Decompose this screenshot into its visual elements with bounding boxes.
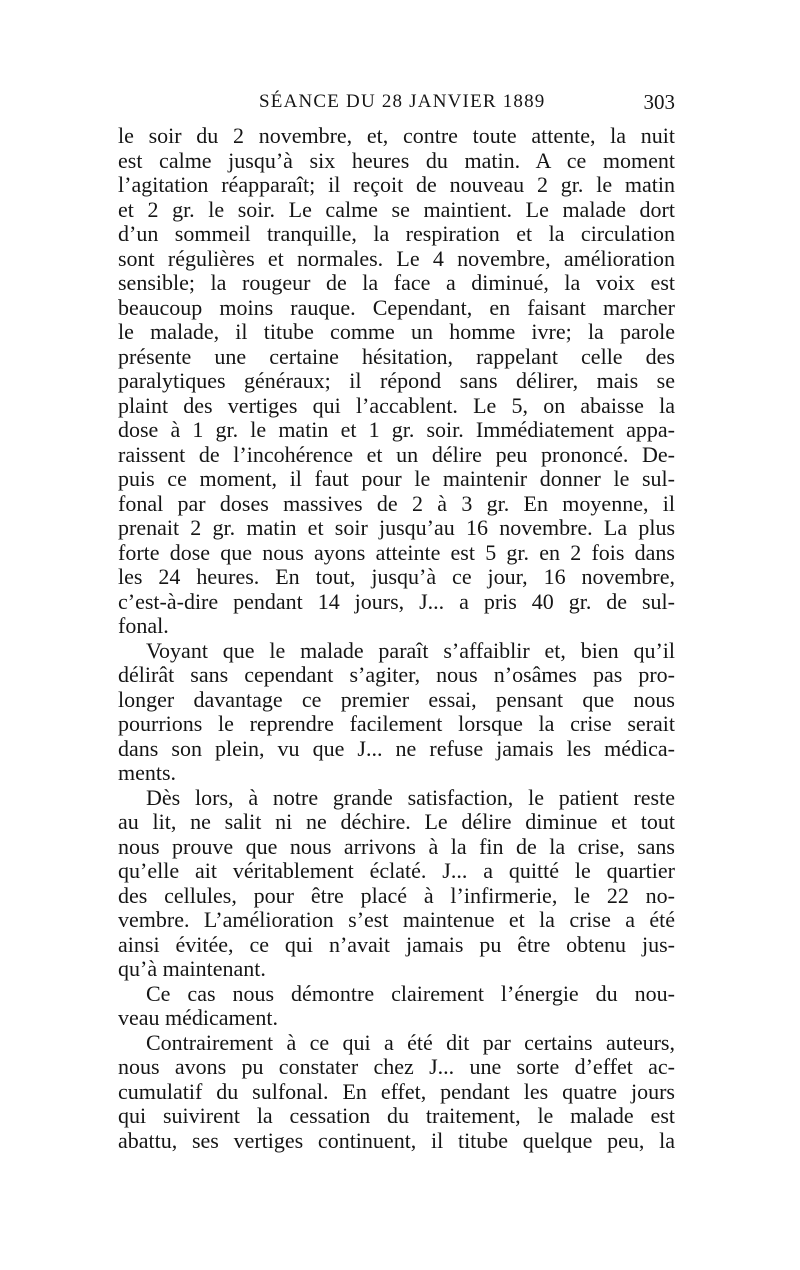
text-line: dans son plein, vu que J... ne refuse jamais les médica- xyxy=(118,735,675,761)
text-line: dose à 1 gr. le matin et 1 gr. soir. Immédiatement appa- xyxy=(118,417,675,442)
text-line: nous avons pu constater chez J... une sorte d’effet ac- xyxy=(118,1054,675,1079)
text-line: plaint des vertiges qui l’accablent. Le 5, on abaisse la xyxy=(118,392,675,418)
text-line: Contrairement à ce qui a été dit par certains auteurs, xyxy=(146,1029,675,1055)
text-line: délirât sans cependant s’agiter, nous n’osâmes pas pro- xyxy=(118,662,675,687)
text-line: Voyant que le malade paraît s’affaiblir et, bien qu’il xyxy=(146,637,675,663)
page-header xyxy=(118,90,675,116)
text-line: longer davantage ce premier essai, pensant que nous xyxy=(118,686,675,712)
page-number: 303 xyxy=(643,90,675,114)
text-line: est calme jusqu’à six heures du matin. A ce moment xyxy=(118,147,675,173)
text-line: présente une certaine hésitation, rappelant celle des xyxy=(118,343,675,369)
text-line: beaucoup moins rauque. Cependant, en faisant marcher xyxy=(118,294,675,320)
text-line: forte dose que nous ayons atteinte est 5 gr. en 2 fois dans xyxy=(118,539,675,565)
text-line: sont régulières et normales. Le 4 novembre, amélioration xyxy=(118,245,675,271)
text-line: le soir du 2 novembre, et, contre toute attente, la nuit xyxy=(118,123,675,148)
text-line: Dès lors, à notre grande satisfaction, le patient reste xyxy=(146,784,675,810)
text-line: les 24 heures. En tout, jusqu’à ce jour, 16 novembre, xyxy=(118,564,675,589)
text-line: Ce cas nous démontre clairement l’énergie du nou- xyxy=(146,980,675,1006)
text-line: qu’à maintenant. xyxy=(118,956,266,981)
text-line: des cellules, pour être placé à l’infirmerie, le 22 no- xyxy=(118,882,675,908)
text-line: puis ce moment, il faut pour le maintenir donner le sul- xyxy=(118,466,675,491)
text-line: vembre. L’amélioration s’est maintenue et la crise a été xyxy=(118,907,675,932)
text-line: raissent de l’incohérence et un délire peu prononcé. De- xyxy=(118,441,675,467)
text-line: paralytiques généraux; il répond sans délirer, mais se xyxy=(118,368,675,393)
text-line: l’agitation réapparaît; il reçoit de nouveau 2 gr. le matin xyxy=(118,172,675,197)
text-line: c’est-à-dire pendant 14 jours, J... a pris 40 gr. de sul- xyxy=(118,588,675,614)
text-line: qui suivirent la cessation du traitement, le malade est xyxy=(118,1103,675,1128)
text-line: ainsi évitée, ce qui n’avait jamais pu être obtenu jus- xyxy=(118,931,675,957)
text-line: cumulatif du sulfonal. En effet, pendant les quatre jours xyxy=(118,1078,675,1104)
body-text xyxy=(118,124,675,1153)
text-line: veau médicament. xyxy=(118,1005,279,1030)
text-line: d’un sommeil tranquille, la respiration et la circulation xyxy=(118,221,675,246)
text-line: qu’elle ait véritablement éclaté. J... a quitté le quartier xyxy=(118,858,675,883)
text-line: au lit, ne salit ni ne déchire. Le délire diminue et tout xyxy=(118,809,675,834)
text-line: ments. xyxy=(118,760,177,785)
text-line: sensible; la rougeur de la face a diminué, la voix est xyxy=(118,270,675,295)
running-title: SÉANCE DU 28 JANVIER 1889 xyxy=(259,91,546,112)
text-line: fonal. xyxy=(118,613,169,638)
text-line: le malade, il titube comme un homme ivre; la parole xyxy=(118,319,675,344)
text-line: pourrions le reprendre facilement lorsque la crise serait xyxy=(118,711,675,736)
text-line: fonal par doses massives de 2 à 3 gr. En moyenne, il xyxy=(118,490,675,516)
text-line: nous prouve que nous arrivons à la fin de la crise, sans xyxy=(118,833,675,859)
text-line: abattu, ses vertiges continuent, il titube quelque peu, la xyxy=(118,1127,675,1153)
text-line: prenait 2 gr. matin et soir jusqu’au 16 novembre. La plus xyxy=(118,515,675,540)
text-line: et 2 gr. le soir. Le calme se maintient. Le malade dort xyxy=(118,196,675,222)
